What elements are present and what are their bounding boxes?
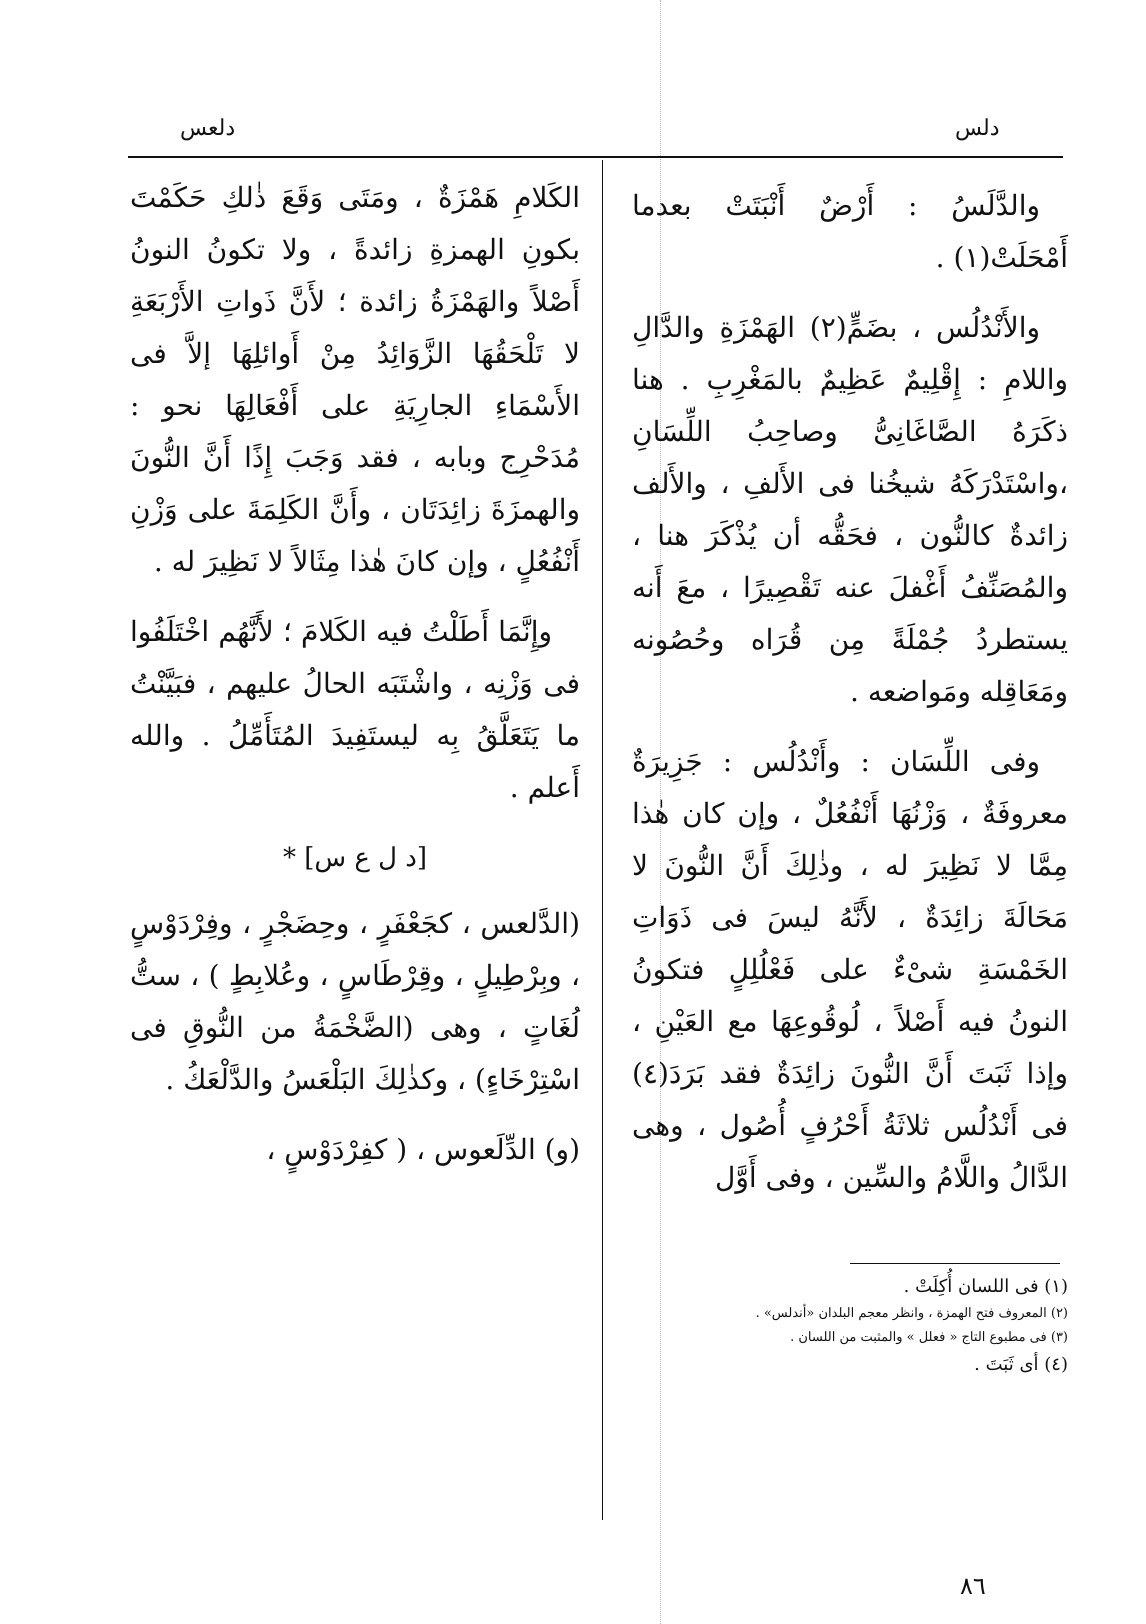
footnote-rule: [850, 1263, 1060, 1264]
paragraph: (الدَّلعس ، كجَعْفَرٍ ، وحِضَجْرٍ ، وفِرْدَوْسٍ ، وبِرْطِيلٍ ، وقِرْطَاسٍ ، وعُلابِطٍ ) ، ستُّ لُغَاتٍ ، وهى (الضَّخْمَةُ من النُّوقِ فى اسْتِرْخَاءٍ) ، وكذٰلِكَ البَلْعَسُ والدَّلْعَكُ .: [130, 907, 580, 1096]
footnote: (٣) فى مطبوع التاج « فعلل » والمثبت من اللسان .: [790, 1330, 1068, 1345]
paragraph: والأَنْدُلُس ، بضَمٍّ(٢) الهَمْزَةِ والدَّالِ واللامِ : إِقْلِيمٌ عَظِيمٌ بالمَغْرِبِ . هنا ذكَرَهُ الصَّاغَانِىُّ وصاحِبُ اللِّسَانِ ،واسْتَدْرَكَهُ شيخُنا فى الأَلفِ ، والأَلف زائدةٌ كالنُّون ، فحَقُّه أن يُذْكَرَ هنا ، والمُصَنِّفُ أَغْفلَ عنه تَقْصِيرًا ، معَ أَنه يستطردُ جُمْلَةً مِن قُرَاه وحُصُونه ومَعَاقِله ومَواضعه .: [632, 311, 1068, 708]
paragraph: والدَّلَسُ : أَرْضٌ أَنْبَتَتْ بعدما أَمْحَلَتْ(١) .: [632, 189, 1068, 274]
left-column: [130, 172, 580, 1194]
footnote: (١) فى اللسان أُكِلَتْ .: [903, 1276, 1068, 1297]
right-column: [632, 180, 1068, 1222]
paragraph: الكَلامِ هَمْزَةٌ ، ومَتَى وَقَعَ ذٰلكِ حَكَمْتَ بكونِ الهمزةِ زائدةً ، ولا تكونُ النونُ أَصْلاً والهَمْزَةُ زائدة ؛ لأَنَّ ذَواتِ الأَرْبَعَةِ لا تَلْحَقُهَا الزَّوَائِدُ مِنْ أَوائلِهَا إلاَّ فى الأَسْمَاءِ الجارِيَةِ على أَفْعَالِهَا نحو : مُدَحْرِج وبابه ، فقد وَجَبَ إِذًا أَنَّ النُّونَ والهمزَةَ زائِدَتَان ، وأَنَّ الكَلِمَةَ على وَزْنِ أَنْفُعُلٍ ، وإن كانَ هٰذا مِثَالاً لا نَظِيرَ له .: [130, 181, 580, 578]
footnote: (٤) أى ثَبَتَ .: [974, 1354, 1068, 1375]
paragraph: وإِنَّمَا أَطَلْتُ فيه الكَلامَ ؛ لأَنَّهُم اخْتَلَفُوا فى وَزْنِه ، واشْتَبَه الحالُ عليهم ، فبَيَّنْتُ ما يَتَعَلَّقُ بِه ليستَفِيدَ المُتَأَمِّلُ . والله أَعلم .: [130, 615, 580, 804]
footnote: (٢) المعروف فتح الهمزة ، وانظر معجم البلدان «أندلس» .: [755, 1306, 1068, 1321]
paragraph: (و) الدِّلَعوس ، ( كفِرْدَوْسٍ ،: [266, 1133, 580, 1166]
footnotes: [755, 1272, 1068, 1380]
running-header-left: دلعس: [180, 116, 236, 141]
entry-heading: [د ل ع س] *: [282, 843, 428, 873]
header-rule: [128, 156, 1063, 158]
running-header-right: دلس: [955, 116, 1000, 141]
paragraph: وفى اللِّسَان : وأَنْدُلُس : جَزِيرَةٌ معروفَةٌ ، وَزْنُهَا أَنْفُعُلٌ ، وإن كان هٰذا مِمَّا لا نَظِيرَ له ، وذٰلِكَ أَنَّ النُّونَ لا مَحَالَةَ زائِدَةٌ ، لأَنَّهُ ليسَ فى ذَوَاتِ الخَمْسَةِ شىْءٌ على فَعْلُلِلٍ فتكونُ النونُ فيه أَصْلاً ، لُوقُوعِهَا مع العَيْنِ ، وإذا ثَبَتَ أَنَّ النُّونَ زائِدَةٌ فقد بَرَدَ(٤) فى أَنْدُلُس ثلاثَةُ أَحْرُفٍ أُصُول ، وهى الدَّالُ واللَّامُ والسِّين ، وفى أَوَّل: [632, 745, 1068, 1194]
page-number: ٨٦: [960, 1572, 986, 1600]
column-divider: [602, 160, 603, 1520]
